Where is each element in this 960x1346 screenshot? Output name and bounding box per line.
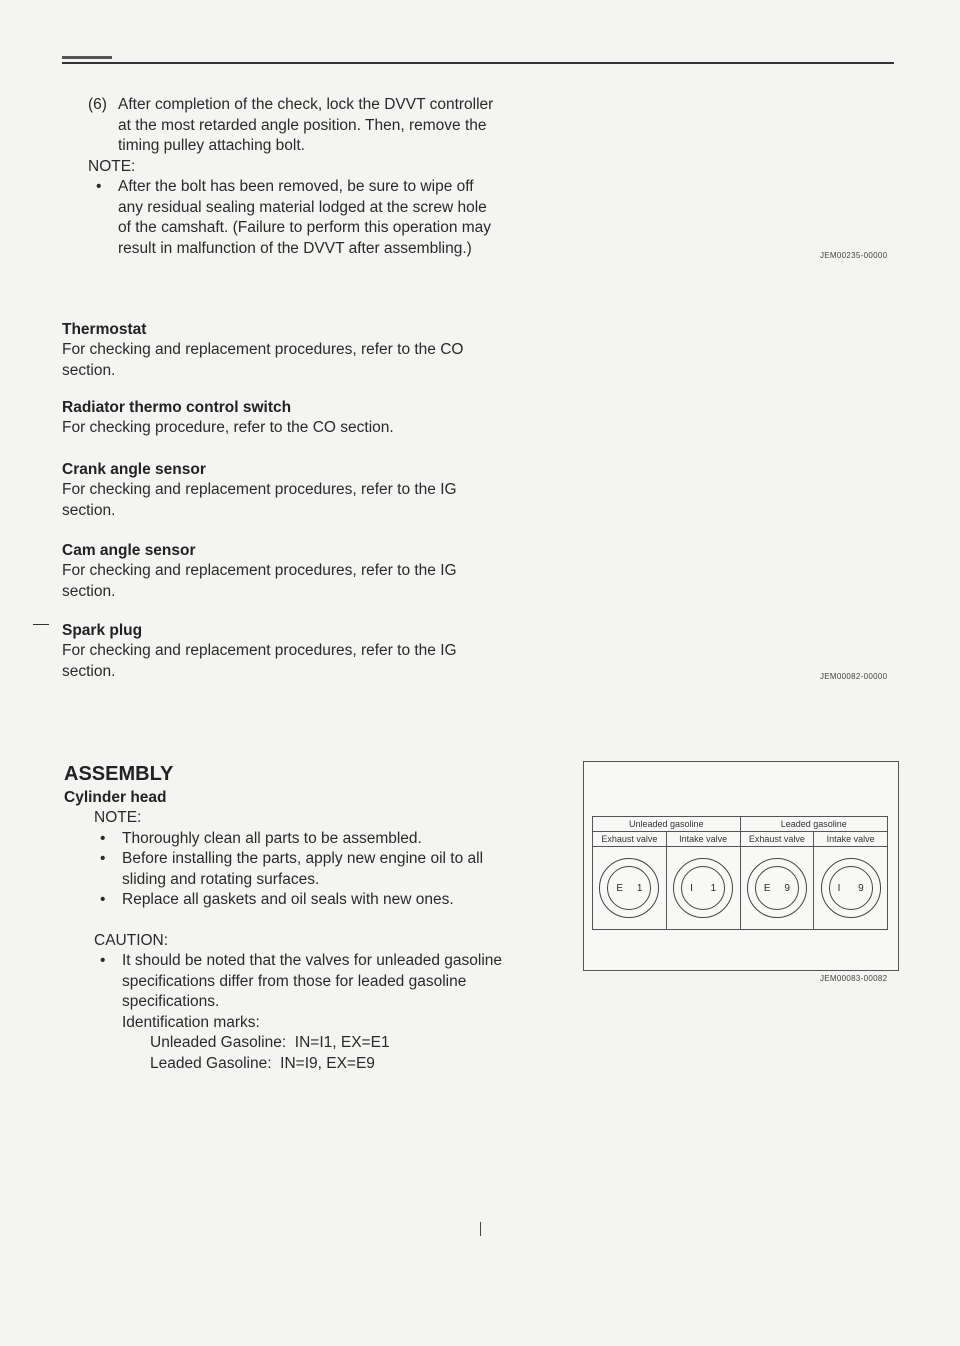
note-line: of the camshaft. (Failure to perform this operation may	[118, 219, 492, 236]
valve-cell	[593, 847, 667, 929]
section-title: Radiator thermo control switch	[62, 399, 292, 416]
step-line: timing pulley attaching bolt.	[118, 137, 305, 154]
valve-head-icon	[747, 858, 807, 918]
bullet-icon: •	[100, 829, 106, 847]
section-crank-angle-sensor	[62, 460, 552, 521]
bullet-text: sliding and rotating surfaces.	[122, 870, 320, 888]
unleaded-label: Unleaded Gasoline:	[150, 1034, 287, 1051]
valve-head-icon	[673, 858, 733, 918]
section-title: Cam angle sensor	[62, 542, 196, 559]
caution-text: Identification marks:	[122, 1013, 260, 1031]
assembly-subtitle: Cylinder head	[64, 789, 167, 806]
valve-mark-letter: E	[616, 882, 624, 894]
assembly-bullet-item	[100, 890, 554, 911]
note-line: any residual sealing material lodged at the screw hole	[118, 198, 487, 216]
section-text: section.	[62, 501, 116, 519]
section-spark-plug	[62, 621, 552, 682]
leaded-value: IN=I9, EX=E9	[280, 1054, 375, 1072]
header-tab-mark	[62, 56, 112, 59]
valve-mark-letter: E	[763, 882, 771, 894]
valve-mark-letter: I	[837, 882, 841, 894]
assembly-bullet-item	[100, 829, 554, 850]
caution-text: It should be noted that the valves for unleaded gasoline	[122, 952, 503, 969]
step-6-block	[88, 95, 548, 259]
column-header: Exhaust valve	[741, 832, 815, 846]
valve-cell	[667, 847, 741, 929]
note-line: result in malfunction of the DVVT after assembling.)	[118, 239, 472, 257]
section-thermostat	[62, 320, 552, 381]
bullet-text: Before installing the parts, apply new engine oil to all	[122, 850, 484, 867]
valve-cell	[741, 847, 815, 929]
assembly-block	[64, 762, 554, 1074]
note-label: NOTE:	[94, 809, 142, 826]
step-number: (6)	[88, 96, 107, 113]
section-title: Crank angle sensor	[62, 461, 206, 478]
valve-marks-table	[592, 816, 888, 930]
valve-mark-digit: 1	[636, 882, 643, 894]
assembly-title: ASSEMBLY	[64, 763, 174, 785]
section-text: For checking and replacement procedures, refer to the CO	[62, 341, 464, 358]
section-text: For checking and replacement procedures, refer to the IG	[62, 642, 457, 659]
caution-bullet-item	[100, 951, 554, 1074]
margin-dash	[33, 624, 49, 625]
valve-mark-digit: 9	[784, 882, 790, 894]
step-line: After completion of the check, lock the DVVT controller	[118, 96, 494, 113]
figure-caption: JEM00083-00082	[820, 974, 888, 983]
column-header: Exhaust valve	[593, 832, 667, 846]
bullet-icon: •	[96, 178, 102, 195]
section-cam-angle-sensor	[62, 541, 552, 602]
section-title: Thermostat	[62, 321, 147, 338]
leaded-label: Leaded Gasoline:	[150, 1054, 272, 1072]
valve-head-icon	[599, 858, 659, 918]
caution-text: specifications.	[122, 993, 220, 1010]
section-text: section.	[62, 361, 116, 379]
column-header: Intake valve	[826, 834, 875, 844]
bullet-text: Thoroughly clean all parts to be assembled.	[122, 829, 422, 847]
figure-caption: JEM00235-00000	[820, 251, 888, 260]
section-title: Spark plug	[62, 622, 143, 639]
valve-head-icon	[821, 858, 881, 918]
note-label: NOTE:	[88, 157, 136, 175]
figure-caption: JEM00082-00000	[820, 672, 888, 681]
unleaded-value: IN=I1, EX=E1	[294, 1034, 390, 1051]
assembly-bullet-item	[100, 849, 554, 890]
caution-text: specifications differ from those for leaded gasoline	[122, 972, 467, 990]
group-header-leaded: Leaded gasoline	[780, 819, 847, 829]
section-text: For checking and replacement procedures, refer to the IG	[62, 562, 457, 579]
identification-marks	[122, 1033, 554, 1074]
step-line: at the most retarded angle position. Then, remove the	[118, 116, 487, 134]
section-radiator-thermo-switch	[62, 398, 552, 439]
note-line: After the bolt has been removed, be sure to wipe off	[118, 178, 474, 195]
header-rule	[62, 62, 894, 64]
valve-cell	[814, 847, 887, 929]
valve-mark-digit: 1	[710, 882, 717, 894]
valve-mark-digit: 9	[858, 882, 864, 894]
bullet-text: Replace all gaskets and oil seals with new ones.	[122, 891, 454, 908]
section-text: For checking procedure, refer to the CO section.	[62, 419, 394, 436]
group-header-unleaded: Unleaded gasoline	[593, 817, 741, 831]
bullet-icon: •	[100, 952, 106, 969]
page-marker	[480, 1222, 481, 1236]
section-text: For checking and replacement procedures, refer to the IG	[62, 481, 457, 498]
valve-mark-letter: I	[690, 882, 693, 894]
note-bullet-item	[96, 177, 548, 259]
bullet-icon: •	[100, 891, 106, 908]
section-text: section.	[62, 582, 116, 600]
column-header: Intake valve	[667, 832, 741, 846]
section-text: section.	[62, 662, 116, 680]
caution-label: CAUTION:	[94, 931, 169, 949]
bullet-icon: •	[100, 850, 106, 867]
